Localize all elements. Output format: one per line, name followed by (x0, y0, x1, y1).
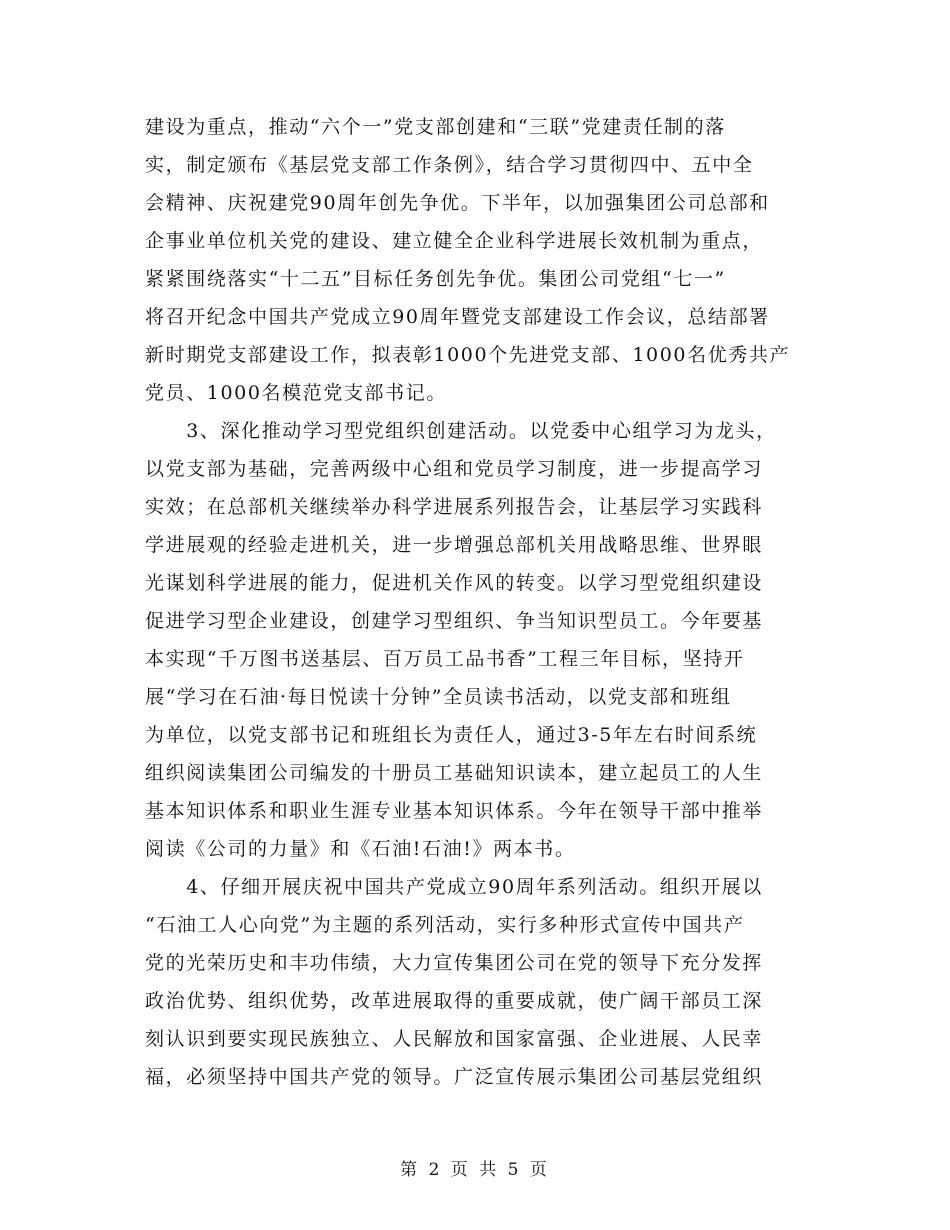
text-line: 紧紧围绕落实“十二五”目标任务创先争优。集团公司党组“七一” (145, 268, 726, 290)
text-line: 以党支部为基础，完善两级中心组和党员学习制度，进一步提高学习 (145, 458, 764, 480)
text-line: 3、深化推动学习型党组织创建活动。以党委中心组学习为龙头， (145, 420, 777, 442)
text-line: 基本知识体系和职业生涯专业基本知识体系。今年在领导干部中推举 (145, 800, 764, 822)
text-line: 展“学习在石油·每日悦读十分钟”全员读书活动，以党支部和班组 (145, 686, 732, 708)
text-line: “石油工人心向党”为主题的系列活动，实行多种形式宣传中国共产 (145, 914, 745, 936)
text-line: 新时期党支部建设工作，拟表彰1000个先进党支部、1000名优秀共产 (145, 344, 791, 366)
text-line: 党员、1000名模范党支部书记。 (145, 382, 447, 404)
text-line: 政治优势、组织优势，改革进展取得的重要成就，使广阔干部员工深 (145, 990, 764, 1012)
document-body (145, 108, 805, 1096)
text-line: 学进展观的经验走进机关，进一步增强总部机关用战略思维、世界眼 (145, 534, 764, 556)
text-line: 建设为重点，推动“六个一”党支部创建和“三联”党建责任制的落 (145, 116, 726, 138)
text-line: 组织阅读集团公司编发的十册员工基础知识读本，建立起员工的人生 (145, 762, 764, 784)
text-line: 4、仔细开展庆祝中国共产党成立90周年系列活动。组织开展以 (145, 876, 763, 898)
text-line: 将召开纪念中国共产党成立90周年暨党支部建设工作会议，总结部署 (145, 306, 770, 328)
text-line: 本实现“千万图书送基层、百万员工品书香”工程三年目标，坚持开 (145, 648, 745, 670)
text-line: 为单位，以党支部书记和班组长为责任人，通过3-5年左右时间系统 (145, 724, 758, 746)
text-line: 刻认识到要实现民族独立、人民解放和国家富强、企业进展、人民幸 (145, 1028, 764, 1050)
text-line: 企事业单位机关党的建设、建立健全企业科学进展长效机制为重点， (145, 230, 764, 252)
page-footer (0, 1155, 950, 1180)
page-number: 第 2 页 共 5 页 (400, 1160, 550, 1180)
text-line: 实，制定颁布《基层党支部工作条例》，结合学习贯彻四中、五中全 (145, 154, 754, 176)
text-line: 光谋划科学进展的能力，促进机关作风的转变。以学习型党组织建设 (145, 572, 764, 594)
text-line: 实效；在总部机关继续举办科学进展系列报告会，让基层学习实践科 (145, 496, 764, 518)
text-line: 党的光荣历史和丰功伟绩，大力宣传集团公司在党的领导下充分发挥 (145, 952, 764, 974)
text-line: 会精神、庆祝建党90周年创先争优。下半年，以加强集团公司总部和 (145, 192, 770, 214)
text-line: 促进学习型企业建设，创建学习型组织、争当知识型员工。今年要基 (145, 610, 764, 632)
text-line: 福，必须坚持中国共产党的领导。广泛宣传展示集团公司基层党组织 (145, 1066, 764, 1088)
text-line: 阅读《公司的力量》和《石油!石油!》两本书。 (145, 838, 576, 860)
